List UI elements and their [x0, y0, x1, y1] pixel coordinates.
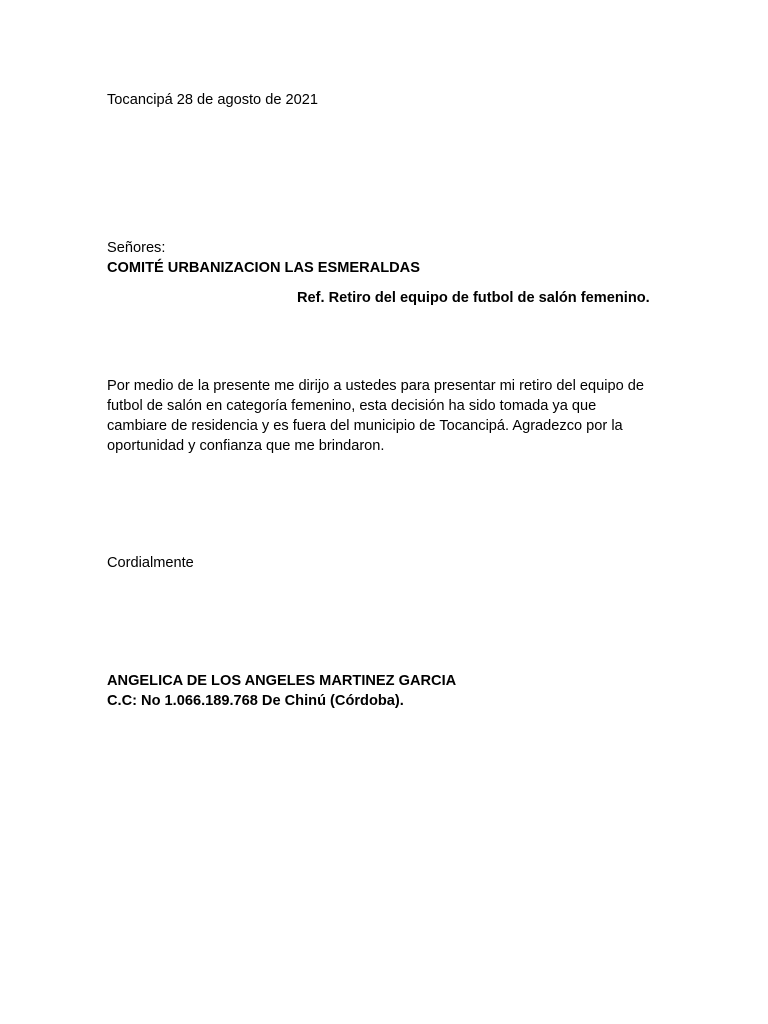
closing: Cordialmente: [107, 555, 194, 571]
signer-id: C.C: No 1.066.189.768 De Chinú (Córdoba).: [107, 693, 404, 709]
signer-name: ANGELICA DE LOS ANGELES MARTINEZ GARCIA: [107, 673, 457, 689]
date-line: Tocancipá 28 de agosto de 2021: [107, 92, 318, 108]
body-line: Por medio de la presente me dirijo a ustedes para presentar mi retiro del equipo de: [107, 378, 645, 394]
salutation: Señores:: [107, 240, 166, 256]
body-line: oportunidad y confianza que me brindaron.: [107, 438, 385, 454]
body-line: futbol de salón en categoría femenino, esta decisión ha sido tomada ya que: [107, 398, 597, 414]
letter-body: [107, 376, 667, 456]
body-line: cambiare de residencia y es fuera del municipio de Tocancipá. Agradezco por la: [107, 418, 623, 434]
reference-line: Ref. Retiro del equipo de futbol de salón femenino.: [297, 290, 650, 306]
recipient: COMITÉ URBANIZACION LAS ESMERALDAS: [107, 260, 420, 276]
